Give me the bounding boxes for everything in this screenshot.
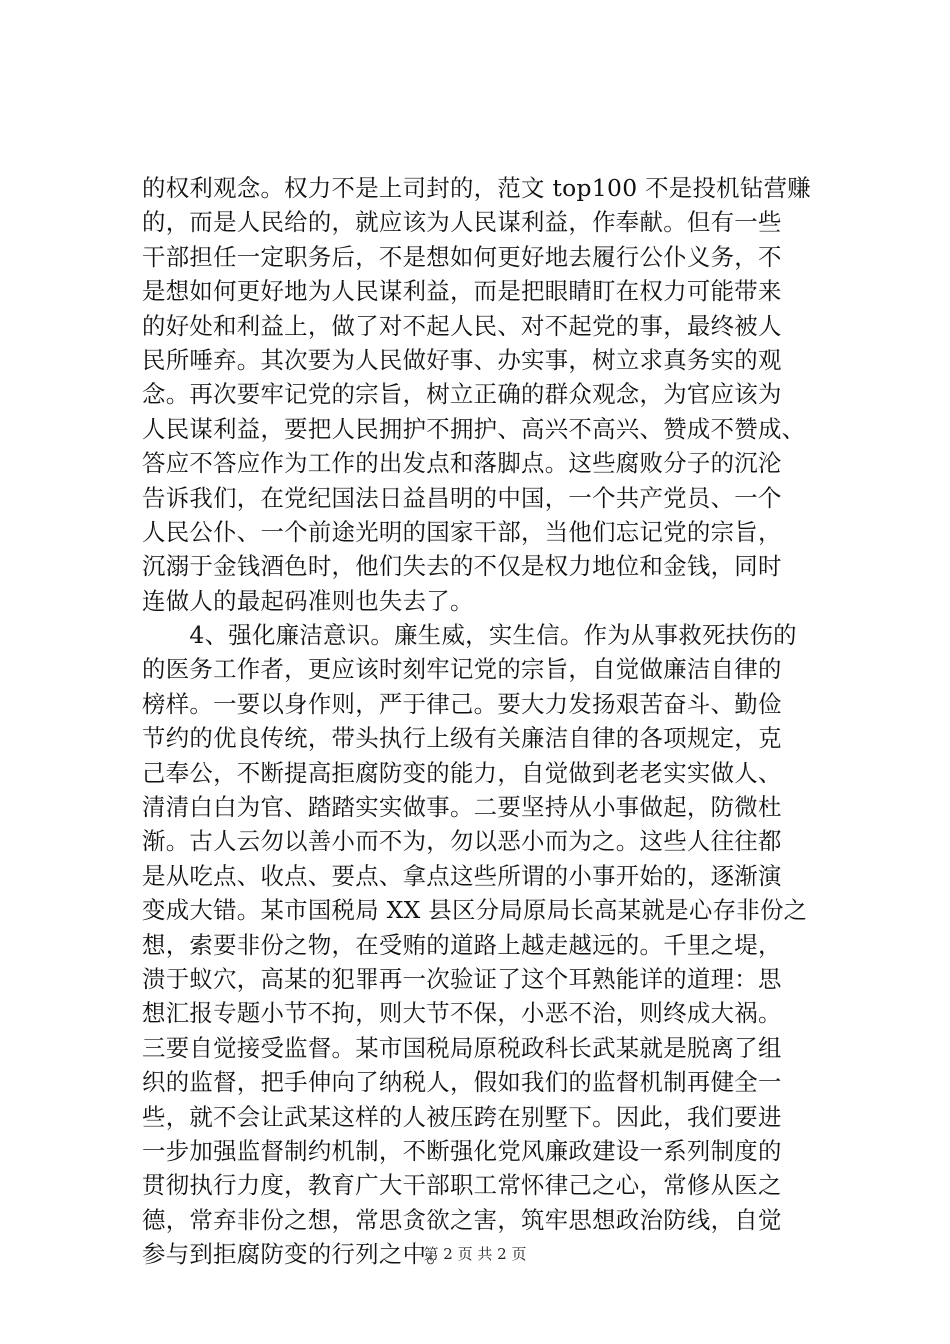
text-line: 念。再次要牢记党的宗旨，树立正确的群众观念，为官应该为 [142, 380, 782, 409]
text-line: 的医务工作者，更应该时刻牢记党的宗旨，自觉做廉洁自律的 [142, 655, 782, 684]
text-line: 沉溺于金钱酒色时，他们失去的不仅是权力地位和金钱，同时 [142, 552, 782, 581]
text-line: 榜样。一要以身作则，严于律己。要大力发扬艰苦奋斗、勤俭 [142, 689, 782, 718]
text-line: 己奉公，不断提高拒腐防变的能力，自觉做到老老实实做人、 [142, 758, 782, 787]
text-line: 的好处和利益上，做了对不起人民、对不起党的事，最终被人 [142, 311, 782, 340]
text-line: 变成大错。某市国税局 XX 县区分局原局长高某就是心存非份之 [142, 896, 808, 925]
text-line: 干部担任一定职务后，不是想如何更好地去履行公仆义务，不 [142, 242, 782, 271]
text-line: 德，常弃非份之想，常思贪欲之害，筑牢思想政治防线，自觉 [142, 1205, 782, 1234]
text-line: 想，索要非份之物，在受贿的道路上越走越远的。千里之堤， [142, 930, 782, 959]
text-line: 渐。古人云勿以善小而不为，勿以恶小而为之。这些人往往都 [142, 827, 782, 856]
text-line: 4、强化廉洁意识。廉生威，实生信。作为从事救死扶伤的 [142, 621, 797, 650]
text-line: 是想如何更好地为人民谋利益，而是把眼睛盯在权力可能带来 [142, 277, 782, 306]
text-line: 想汇报专题小节不拘，则大节不保，小恶不治，则终成大祸。 [142, 999, 782, 1028]
text-line: 一步加强监督制约机制，不断强化党风廉政建设一系列制度的 [142, 1136, 782, 1165]
text-line: 人民谋利益，要把人民拥护不拥护、高兴不高兴、赞成不赞成、 [142, 414, 806, 443]
document-body [142, 171, 822, 1272]
text-line: 答应不答应作为工作的出发点和落脚点。这些腐败分子的沉沦 [142, 449, 782, 478]
text-line: 是从吃点、收点、要点、拿点这些所谓的小事开始的，逐渐演 [142, 861, 782, 890]
text-line: 连做人的最起码准则也失去了。 [142, 586, 474, 615]
text-line: 溃于蚁穴，高某的犯罪再一次验证了这个耳熟能详的道理：思 [142, 964, 782, 993]
text-line: 民所唾弃。其次要为人民做好事、办实事，树立求真务实的观 [142, 345, 782, 374]
text-line: 的，而是人民给的，就应该为人民谋利益，作奉献。但有一些 [142, 208, 782, 237]
text-line: 清清白白为官、踏踏实实做事。二要坚持从小事做起，防微杜 [142, 793, 782, 822]
text-line: 告诉我们，在党纪国法日益昌明的中国，一个共产党员、一个 [142, 483, 782, 512]
text-line: 三要自觉接受监督。某市国税局原税政科长武某就是脱离了组 [142, 1033, 782, 1062]
text-line: 贯彻执行力度，教育广大干部职工常怀律己之心，常修从医之 [142, 1171, 782, 1200]
text-line: 节约的优良传统，带头执行上级有关廉洁自律的各项规定，克 [142, 724, 782, 753]
text-line: 织的监督，把手伸向了纳税人，假如我们的监督机制再健全一 [142, 1068, 782, 1097]
text-line: 人民公仆、一个前途光明的国家干部，当他们忘记党的宗旨， [142, 517, 782, 546]
text-line: 参与到拒腐防变的行列之中。 [142, 1240, 450, 1269]
text-line: 些，就不会让武某这样的人被压跨在别墅下。因此，我们要进 [142, 1102, 782, 1131]
text-line: 的权利观念。权力不是上司封的，范文 top100 不是投机钻营赚 [142, 174, 811, 202]
page-number-footer: 第 2 页 共 2 页 [423, 1245, 527, 1263]
